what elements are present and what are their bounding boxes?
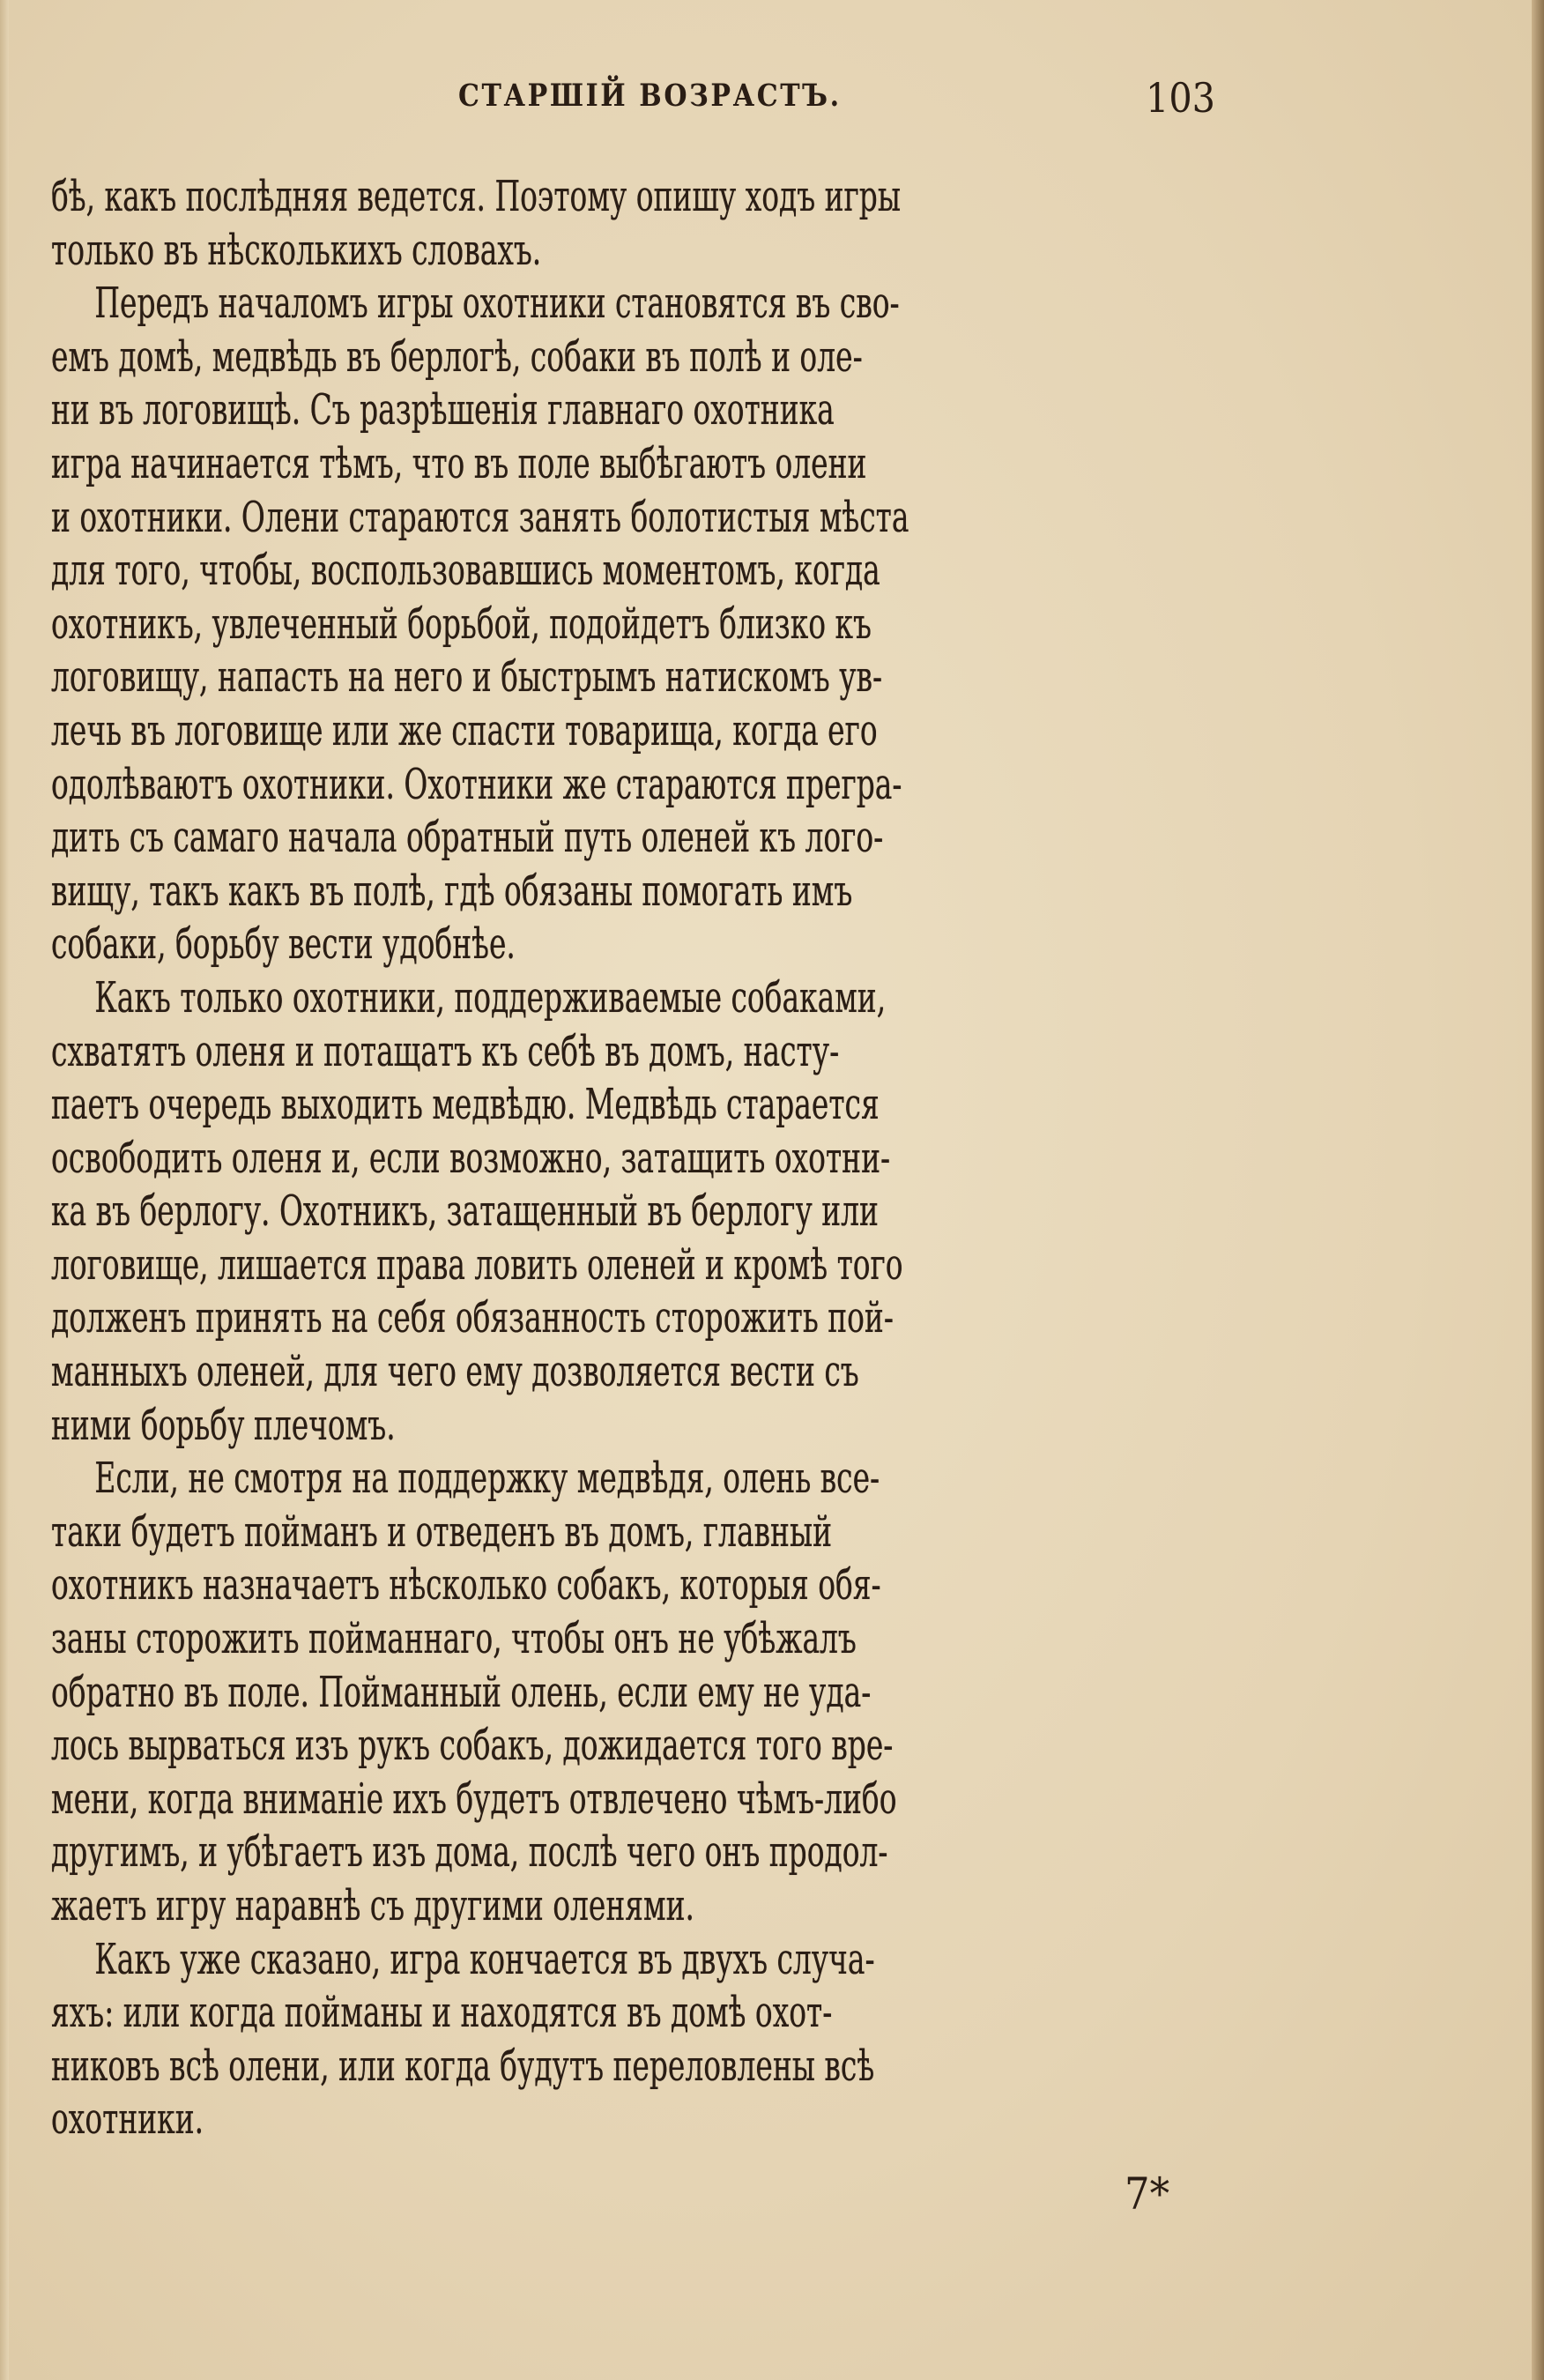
body-text (51, 170, 1214, 2146)
text-line: никовъ всѣ олени, или когда будутъ переловлены всѣ (51, 2041, 875, 2091)
text-line: Если, не смотря на поддержку медвѣдя, олень все- (94, 1454, 880, 1504)
text-line: емъ домѣ, медвѣдь въ берлогѣ, собаки въ полѣ и оле- (51, 331, 863, 382)
text-line: Какъ уже сказано, игра кончается въ двухъ случа- (94, 1934, 875, 1984)
text-line: схватятъ оленя и потащатъ къ себѣ въ домъ, насту- (51, 1026, 840, 1076)
text-line: охотникъ, увлеченный борьбой, подойдетъ близко къ (51, 599, 872, 649)
text-line: логовище, лишается права ловить оленей и кромѣ того (51, 1239, 903, 1290)
running-title: СТАРШІЙ ВОЗРАСТЪ. (458, 78, 842, 114)
text-line: заны сторожить пойманнаго, чтобы онъ не убѣжалъ (51, 1614, 857, 1664)
text-line: одолѣваютъ охотники. Охотники же стараются прегра- (51, 759, 902, 809)
text-line: паетъ очередь выходить медвѣдю. Медвѣдь старается (51, 1080, 880, 1130)
text-line: освободить оленя и, если возможно, затащить охотни- (51, 1133, 891, 1183)
text-line: жаетъ игру наравнѣ съ другими оленями. (51, 1881, 694, 1930)
text-line: обратно въ поле. Пойманный олень, если ему не уда- (51, 1667, 872, 1717)
text-line: лось вырваться изъ рукъ собакъ, дожидается того вре- (51, 1721, 894, 1771)
text-line: Передъ началомъ игры охотники становятся въ сво- (94, 279, 900, 329)
text-line: манныхъ оленей, для чего ему дозволяется вести съ (51, 1347, 859, 1397)
text-line: вищу, такъ какъ въ полѣ, гдѣ обязаны помогать имъ (51, 866, 853, 916)
text-line: таки будетъ пойманъ и отведенъ въ домъ, главный (51, 1506, 833, 1557)
text-line: охотникъ назначаетъ нѣсколько собакъ, которыя обя- (51, 1560, 881, 1610)
text-line: лечь въ логовище или же спасти товарища, когда его (51, 705, 878, 755)
text-line: дить съ самаго начала обратный путь оленей къ лого- (51, 813, 884, 863)
text-line: ни въ логовищѣ. Съ разрѣшенія главнаго охотника (51, 385, 835, 435)
text-line: только въ нѣсколькихъ словахъ. (51, 225, 542, 275)
text-line: игра начинается тѣмъ, что въ поле выбѣгаютъ олени (51, 438, 867, 488)
text-line: логовищу, напасть на него и быстрымъ натискомъ ув- (51, 652, 883, 703)
text-line: ка въ берлогу. Охотникъ, затащенный въ берлогу или (51, 1186, 879, 1237)
text-line: мени, когда вниманіе ихъ будетъ отвлечено чѣмъ-либо (51, 1774, 897, 1824)
page-right-edge (1532, 0, 1544, 2380)
text-line: Какъ только охотники, поддерживаемые собаками, (94, 972, 887, 1023)
page-left-edge (0, 0, 9, 2380)
signature-mark: 7* (1125, 2168, 1170, 2220)
text-line: долженъ принять на себя обязанность сторожить пой- (51, 1293, 894, 1343)
text-line: другимъ, и убѣгаетъ изъ дома, послѣ чего онъ продол- (51, 1827, 888, 1878)
text-line: и охотники. Олени стараются занять болотистыя мѣста (51, 492, 909, 542)
page-number: 103 (1146, 74, 1216, 122)
text-line: для того, чтобы, воспользовавшись моментомъ, когда (51, 546, 880, 596)
text-line: ними борьбу плечомъ. (51, 1400, 396, 1450)
text-line: охотники. (51, 2094, 204, 2145)
text-line: яхъ: или когда пойманы и находятся въ домѣ охот- (51, 1988, 833, 2038)
text-line: бѣ, какъ послѣдняя ведется. Поэтому опишу ходъ игры (51, 172, 902, 221)
text-line: собаки, борьбу вести удобнѣе. (51, 919, 516, 970)
